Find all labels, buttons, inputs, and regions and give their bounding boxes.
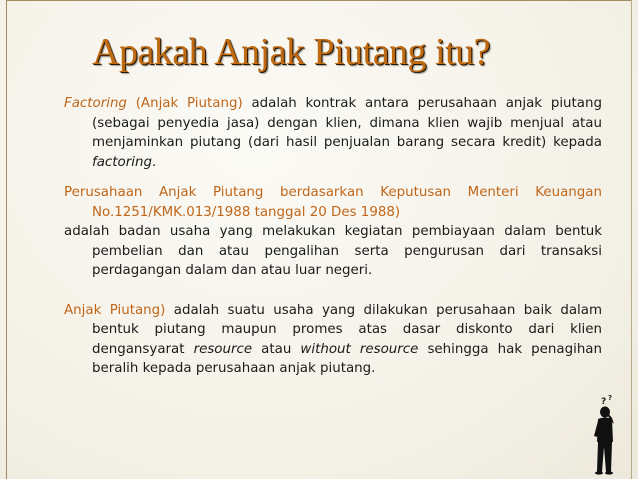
thinking-person-icon	[584, 392, 624, 476]
anjak-term: Anjak Piutang)	[64, 302, 166, 318]
svg-text:?: ?	[601, 397, 607, 407]
anjak-definition	[64, 301, 602, 379]
anjak-text-b: atau	[252, 341, 301, 357]
slide-frame-top	[6, 0, 632, 1]
anjak-italic-without: without resource	[300, 341, 419, 357]
factoring-term-paren: (Anjak Piutang)	[126, 96, 243, 111]
svg-text:?: ?	[608, 394, 613, 402]
anjak-text-a: adalah suatu usaha yang dilakukan perusahaan baik dalam bentuk piutang maupun promes atas dasar diskonto dari klien dengansyarat	[92, 302, 602, 357]
slide-body	[64, 94, 602, 379]
slide-frame-left	[6, 0, 7, 479]
factoring-text: adalah kontrak antara perusahaan anjak piutang (sebagai penyedia jasa) dengan klien, dimana klien wajib menjual atau menjaminkan piutang (dari hasil penjualan barang secara kredit) kepada	[92, 96, 602, 150]
slide-title: Apakah Anjak Piutang itu?	[92, 31, 491, 73]
factoring-definition	[64, 94, 602, 172]
slide-frame-right	[631, 0, 632, 479]
anjak-italic-resource: resource	[193, 341, 253, 357]
factoring-term: Factoring	[64, 96, 127, 111]
company-definition: adalah badan usaha yang melakukan kegiatan pembiayaan dalam bentuk pembelian dan atau pengalihan serta pengurusan dari transaksi perdagangan dalam dan atau luar negeri.	[64, 224, 602, 278]
anjak-text-c: sehingga hak penagihan beralih kepada perusahaan anjak piutang.	[92, 341, 602, 376]
factoring-italic: factoring	[92, 154, 152, 170]
factoring-text-end: .	[151, 154, 157, 170]
company-heading: Perusahaan Anjak Piutang berdasarkan Keputusan Menteri Keuangan No.1251/KMK.013/1988 tanggal 20 Des 1988)	[64, 185, 602, 220]
